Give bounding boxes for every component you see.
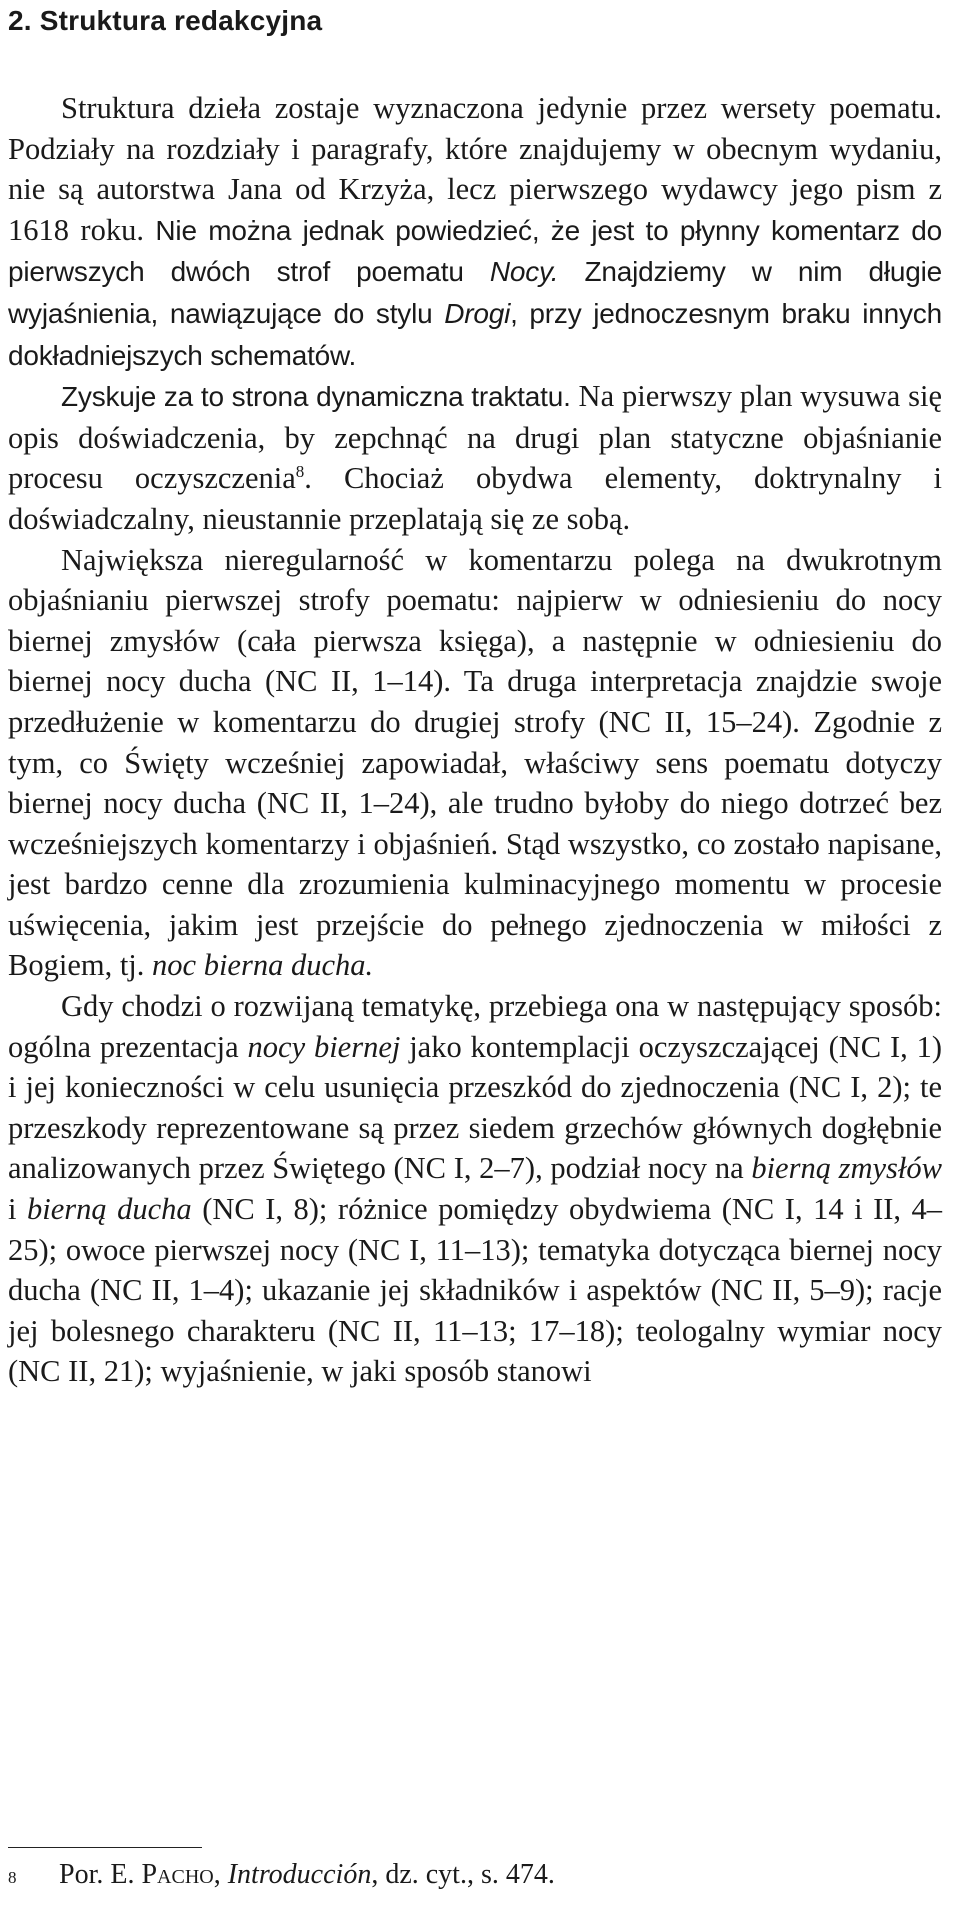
footnote-sep: , bbox=[213, 1859, 228, 1890]
paragraph-3 bbox=[8, 540, 942, 987]
footnote-title: Introducción bbox=[227, 1859, 372, 1890]
paragraph-1-text-b2: Znajdziemy w nim długie wyjaśnienia, nawiązujące do stylu bbox=[8, 256, 942, 329]
title-drogi: Drogi bbox=[444, 297, 511, 329]
paragraph-2 bbox=[8, 376, 942, 539]
paragraph-4-text-c: jako kontemplacji oczyszczającej (NC I, 1) i jej konieczności w celu usunięcia przeszkód do zjednoczenia (NC I, 2); te przeszkody reprezentowane są przez siedem grzechów głównych dogłębnie analizowanych przez Świętego (NC I, 2–7), podział nocy na bbox=[8, 1029, 942, 1186]
body-text bbox=[8, 88, 942, 1392]
paragraph-3-text-a: Największa nieregularność w komentarzu polega na dwukrotnym objaśnianiu pierwszej strofy poematu: najpierw w odniesieniu do nocy biernej zmysłów (cała pierwsza księga), a następnie w odniesieniu do biernej nocy ducha (NC II, 1–14). Ta druga interpretacja znajdzie swoje przedłużenie w komentarzu do drugiej strofy (NC II, 15–24). Zgodnie z tym, co Święty wcześniej zapowiadał, właściwy sens poematu dotyczy biernej nocy ducha (NC II, 1–24), ale trudno byłoby do niego dotrzeć bez wcześniejszych komentarzy i objaśnień. Stąd wszystko, co zostało napisane, jest bardzo cenne dla zrozumienia kulminacyjnego momentu w procesie uświęcenia, jakim jest przejście do pełnego zjednoczenia w miłości z Bogiem, tj. bbox=[8, 542, 942, 983]
footnote-author: Pacho bbox=[141, 1859, 214, 1890]
paragraph-4-emphasis-c: bierną ducha bbox=[27, 1192, 192, 1227]
paragraph-4-emphasis-b: bierną zmysłów bbox=[751, 1151, 942, 1186]
paragraph-3-emphasis: noc bierna ducha. bbox=[152, 948, 374, 983]
section-heading: 2. Struktura redakcyjna bbox=[8, 5, 323, 36]
paragraph-1 bbox=[8, 88, 942, 376]
footnote-ref-8[interactable]: 8 bbox=[295, 462, 305, 482]
paragraph-4 bbox=[8, 986, 942, 1392]
paragraph-4-text-a: Gdy chodzi o rozwijaną tematykę, przebiega ona w następujący sposób: ogólna prezentacja bbox=[8, 989, 942, 1064]
footnotes bbox=[8, 1847, 942, 1892]
paragraph-1-text-b1: Nie można jednak powiedzieć, że jest to płynny komentarz do pierwszych dwóch strof poematu bbox=[8, 214, 942, 288]
paragraph-1-text-b3: , przy jednoczesnym braku innych dokładniejszych schematów. bbox=[8, 297, 942, 371]
paragraph-1-text-b bbox=[8, 215, 942, 371]
document-page bbox=[8, 0, 942, 1392]
paragraph-4-text-e: i bbox=[8, 1192, 17, 1227]
paragraph-4-emphasis-a: nocy biernej bbox=[247, 1029, 401, 1064]
footnote-text bbox=[59, 1858, 555, 1892]
footnote-divider bbox=[8, 1847, 202, 1848]
title-nocy: Nocy. bbox=[489, 256, 559, 288]
paragraph-2-text-a: Zyskuje za to strona dynamiczna traktatu. bbox=[61, 381, 571, 413]
footnote-prefix: Por. E. bbox=[59, 1859, 142, 1890]
paragraph-4-text-g: (NC I, 8); różnice pomiędzy obydwiema (NC I, 14 i II, 4–25); owoce pierwszej nocy (NC I, 11–13); tematyka dotycząca biernej nocy ducha (NC II, 1–4); ukazanie jej składników i aspektów (NC II, 5–9); racje jej bolesnego charakteru (NC II, 11–13; 17–18); teologalny wymiar nocy (NC II, 21); wyjaśnienie, w jaki sposób stanowi bbox=[8, 1192, 943, 1389]
footnote-8: 8 Por. E. Pacho, Introducción, dz. cyt., s. 474. bbox=[8, 1859, 555, 1890]
paragraph-1-text-a: Struktura dzieła zostaje wyznaczona jedynie przez wersety poematu. Podziały na rozdziały i paragrafy, które znajdujemy w obecnym wydaniu, nie są autorstwa Jana od Krzyża, lecz pierwszego wydawcy jego pism z 1618 roku. bbox=[8, 91, 942, 247]
footnote-rest: , dz. cyt., s. 474. bbox=[371, 1859, 555, 1890]
paragraph-2-text-b: Na pierwszy plan wysuwa się opis doświadczenia, by zepchnąć na drugi plan statyczne objaśnianie procesu oczyszczenia bbox=[8, 379, 943, 496]
paragraph-2-text-c: . Chociaż obydwa elementy, doktrynalny i doświadczalny, nieustannie przeplatają się ze sobą. bbox=[8, 461, 942, 536]
